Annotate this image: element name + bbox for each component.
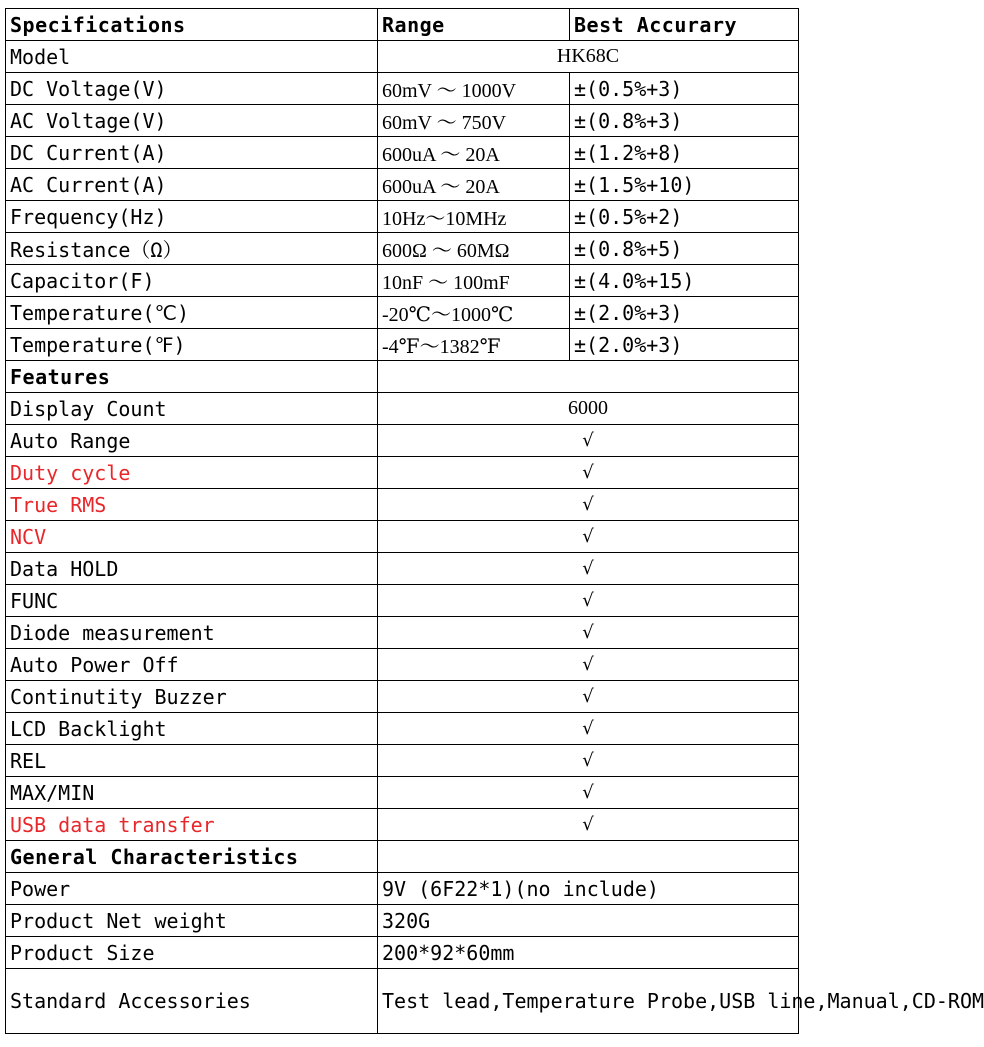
- general-value: 9V (6F22*1)(no include): [378, 873, 799, 905]
- feature-name: Data HOLD: [6, 553, 378, 585]
- spec-range: 600uA ～ 20A: [378, 137, 570, 169]
- feature-check-icon: √: [378, 745, 799, 777]
- feature-name: Auto Power Off: [6, 649, 378, 681]
- feature-row: [6, 425, 799, 457]
- feature-row: [6, 553, 799, 585]
- feature-check-icon: √: [378, 585, 799, 617]
- spec-range: 10nF ～ 100mF: [378, 265, 570, 297]
- feature-row: [6, 393, 799, 425]
- general-row: [6, 873, 799, 905]
- general-value: Test lead,Temperature Probe,USB line,Manual,CD-ROM: [378, 969, 799, 1034]
- spec-name: Resistance（Ω）: [6, 233, 378, 265]
- header-accuracy: Best Accurary: [570, 9, 799, 41]
- feature-name: Diode measurement: [6, 617, 378, 649]
- header-range: Range: [378, 9, 570, 41]
- feature-row: [6, 617, 799, 649]
- general-name: Product Net weight: [6, 905, 378, 937]
- feature-check-icon: √: [378, 457, 799, 489]
- features-heading: Features: [6, 361, 378, 393]
- general-value: 320G: [378, 905, 799, 937]
- general-heading-empty: [378, 841, 799, 873]
- feature-row: [6, 585, 799, 617]
- feature-check-icon: √: [378, 617, 799, 649]
- feature-check-icon: √: [378, 425, 799, 457]
- spec-name: DC Current(A): [6, 137, 378, 169]
- table-body: [6, 9, 984, 1034]
- general-heading: General Characteristics: [6, 841, 378, 873]
- spec-name: Capacitor(F): [6, 265, 378, 297]
- spec-range: 600Ω ～ 60MΩ: [378, 233, 570, 265]
- spec-name: AC Current(A): [6, 169, 378, 201]
- feature-name: REL: [6, 745, 378, 777]
- feature-row: [6, 681, 799, 713]
- feature-check-icon: √: [378, 681, 799, 713]
- feature-name: Continutity Buzzer: [6, 681, 378, 713]
- spec-range: 10Hz～10MHz: [378, 201, 570, 233]
- feature-name: Auto Range: [6, 425, 378, 457]
- spec-accuracy: ±(4.0%+15): [570, 265, 799, 297]
- feature-name: NCV: [6, 521, 378, 553]
- spec-row: [6, 105, 799, 137]
- spec-row: [6, 233, 799, 265]
- specifications-table: [5, 8, 984, 1034]
- feature-name: Display Count: [6, 393, 378, 425]
- spec-accuracy: ±(0.5%+3): [570, 73, 799, 105]
- feature-check-icon: √: [378, 521, 799, 553]
- model-row: [6, 41, 799, 73]
- feature-check-icon: √: [378, 809, 799, 841]
- feature-row: [6, 489, 799, 521]
- spec-accuracy: ±(1.2%+8): [570, 137, 799, 169]
- spec-range: 600uA ～ 20A: [378, 169, 570, 201]
- header-row: [6, 9, 799, 41]
- general-name: Standard Accessories: [6, 969, 378, 1034]
- spec-accuracy: ±(0.8%+3): [570, 105, 799, 137]
- model-value: HK68C: [378, 41, 799, 73]
- spec-accuracy: ±(0.8%+5): [570, 233, 799, 265]
- feature-row: [6, 521, 799, 553]
- spec-accuracy: ±(1.5%+10): [570, 169, 799, 201]
- spec-accuracy: ±(2.0%+3): [570, 329, 799, 361]
- feature-row: [6, 745, 799, 777]
- spec-row: [6, 137, 799, 169]
- spec-name: Temperature(℃): [6, 297, 378, 329]
- feature-name: MAX/MIN: [6, 777, 378, 809]
- features-heading-empty: [378, 361, 799, 393]
- general-value: 200*92*60mm: [378, 937, 799, 969]
- spec-row: [6, 297, 799, 329]
- feature-row: [6, 649, 799, 681]
- spec-row: [6, 329, 799, 361]
- spec-name: Frequency(Hz): [6, 201, 378, 233]
- feature-name: Duty cycle: [6, 457, 378, 489]
- feature-name: LCD Backlight: [6, 713, 378, 745]
- general-name: Product Size: [6, 937, 378, 969]
- feature-check-icon: √: [378, 649, 799, 681]
- feature-row: [6, 777, 799, 809]
- feature-check-icon: √: [378, 777, 799, 809]
- feature-name: True RMS: [6, 489, 378, 521]
- features-heading-row: [6, 361, 799, 393]
- spec-accuracy: ±(2.0%+3): [570, 297, 799, 329]
- model-label: Model: [6, 41, 378, 73]
- feature-row: [6, 457, 799, 489]
- spec-row: [6, 201, 799, 233]
- feature-row: [6, 809, 799, 841]
- spec-range: 60mV ～ 750V: [378, 105, 570, 137]
- spec-name: Temperature(℉): [6, 329, 378, 361]
- spec-range: 60mV ～ 1000V: [378, 73, 570, 105]
- feature-row: [6, 713, 799, 745]
- general-row: [6, 937, 799, 969]
- feature-check-icon: √: [378, 489, 799, 521]
- spec-name: DC Voltage(V): [6, 73, 378, 105]
- general-heading-row: [6, 841, 799, 873]
- feature-value: 6000: [378, 393, 799, 425]
- feature-check-icon: √: [378, 553, 799, 585]
- general-name: Power: [6, 873, 378, 905]
- spec-name: AC Voltage(V): [6, 105, 378, 137]
- feature-name: USB data transfer: [6, 809, 378, 841]
- general-row: [6, 905, 799, 937]
- general-row: [6, 969, 799, 1034]
- spec-range: -20℃～1000℃: [378, 297, 570, 329]
- feature-name: FUNC: [6, 585, 378, 617]
- spec-row: [6, 73, 799, 105]
- spec-row: [6, 169, 799, 201]
- spec-accuracy: ±(0.5%+2): [570, 201, 799, 233]
- spec-range: -4℉～1382℉: [378, 329, 570, 361]
- feature-check-icon: √: [378, 713, 799, 745]
- header-specifications: Specifications: [6, 9, 378, 41]
- spec-row: [6, 265, 799, 297]
